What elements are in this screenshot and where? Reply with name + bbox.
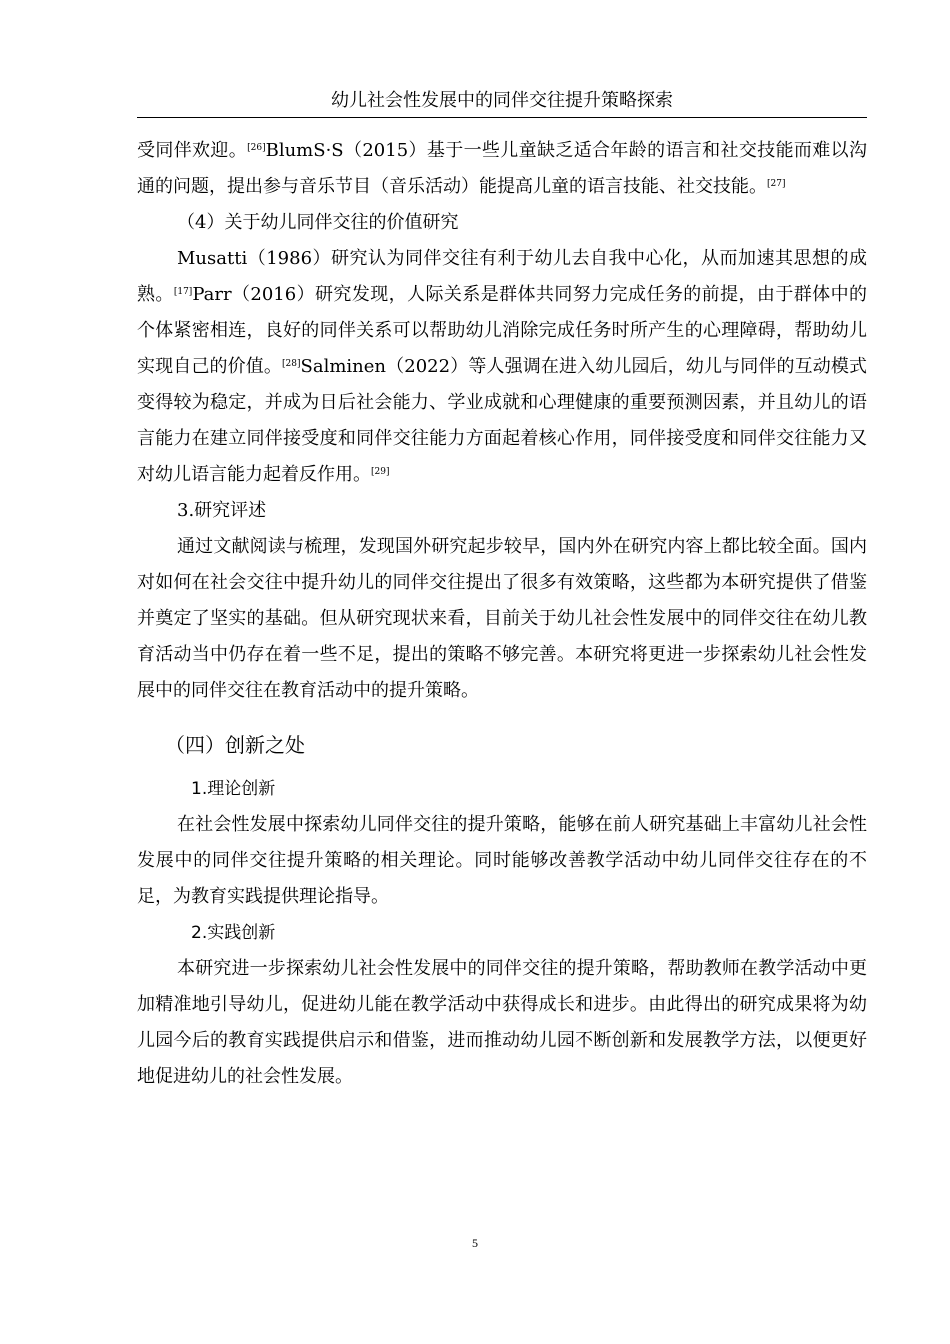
- paragraph-theory-innovation: 在社会性发展中探索幼儿同伴交往的提升策略，能够在前人研究基础上丰富幼儿社会性发展中的同伴交往提升策略的相关理论。同时能够改善教学活动中幼儿同伴交往存在的不足，为教育实践提供理论指导。: [137, 814, 867, 907]
- running-header: 幼儿社会性发展中的同伴交往提升策略探索: [137, 88, 867, 118]
- citation-ref: [17]: [173, 287, 193, 297]
- paragraph-text: Parr（2016）研究发现，人际关系是群体共同努力完成任务的前提，由于群体中的个体紧密相连，良好的同伴关系可以帮助幼儿消除完成任务时所产生的心理障碍，帮助幼儿实现自己的价值。: [137, 284, 867, 377]
- section-heading-innovation: （四）创新之处: [165, 733, 305, 757]
- document-body: [137, 133, 867, 1095]
- citation-ref: [29]: [371, 467, 390, 477]
- subsection-heading-review: 3.研究评述: [177, 500, 267, 521]
- paragraph-review: 通过文献阅读与梳理，发现国外研究起步较早，国内外在研究内容上都比较全面。国内对如何在社会交往中提升幼儿的同伴交往提出了很多有效策略，这些都为本研究提供了借鉴并奠定了坚实的基础。但从研究现状来看，目前关于幼儿社会性发展中的同伴交往在幼儿教育活动当中仍存在着一些不足，提出的策略不够完善。本研究将更进一步探索幼儿社会性发展中的同伴交往在教育活动中的提升策略。: [137, 536, 867, 701]
- heading-practice-innovation: 2.实践创新: [191, 923, 276, 943]
- citation-ref: [26]: [247, 143, 266, 153]
- citation-ref: [28]: [282, 359, 301, 369]
- paragraph-text: 受同伴欢迎。: [137, 140, 248, 161]
- paragraph-text: Salminen（2022）等人强调在进入幼儿园后，幼儿与同伴的互动模式变得较为稳定，并成为日后社会能力、学业成就和心理健康的重要预测因素，并且幼儿的语言能力在建立同伴接受度和同伴交往能力方面起着核心作用，同伴接受度和同伴交往能力又对幼儿语言能力起着反作用。: [137, 356, 868, 485]
- paragraph-text: Musatti（1986）研究认为同伴交往有利于幼儿去自我中心化，从而加速其思想的成熟。: [137, 248, 867, 305]
- paragraph-text: BlumS·S（2015）基于一些儿童缺乏适合年龄的语言和社交技能而难以沟通的问题，提出参与音乐节目（音乐活动）能提高儿童的语言技能、社交技能。: [137, 140, 867, 197]
- heading-theory-innovation: 1.理论创新: [191, 779, 276, 799]
- page-number: 5: [472, 1236, 478, 1250]
- citation-ref: [27]: [767, 179, 786, 189]
- paragraph-value-study: [137, 241, 867, 493]
- paragraph-practice-innovation: 本研究进一步探索幼儿社会性发展中的同伴交往的提升策略，帮助教师在教学活动中更加精准地引导幼儿，促进幼儿能在教学活动中获得成长和进步。由此得出的研究成果将为幼儿园今后的教育实践提供启示和借鉴，进而推动幼儿园不断创新和发展教学方法，以便更好地促进幼儿的社会性发展。: [137, 958, 867, 1087]
- subsection-heading-value-study: （4）关于幼儿同伴交往的价值研究: [177, 212, 459, 233]
- paragraph-blum: [137, 133, 867, 205]
